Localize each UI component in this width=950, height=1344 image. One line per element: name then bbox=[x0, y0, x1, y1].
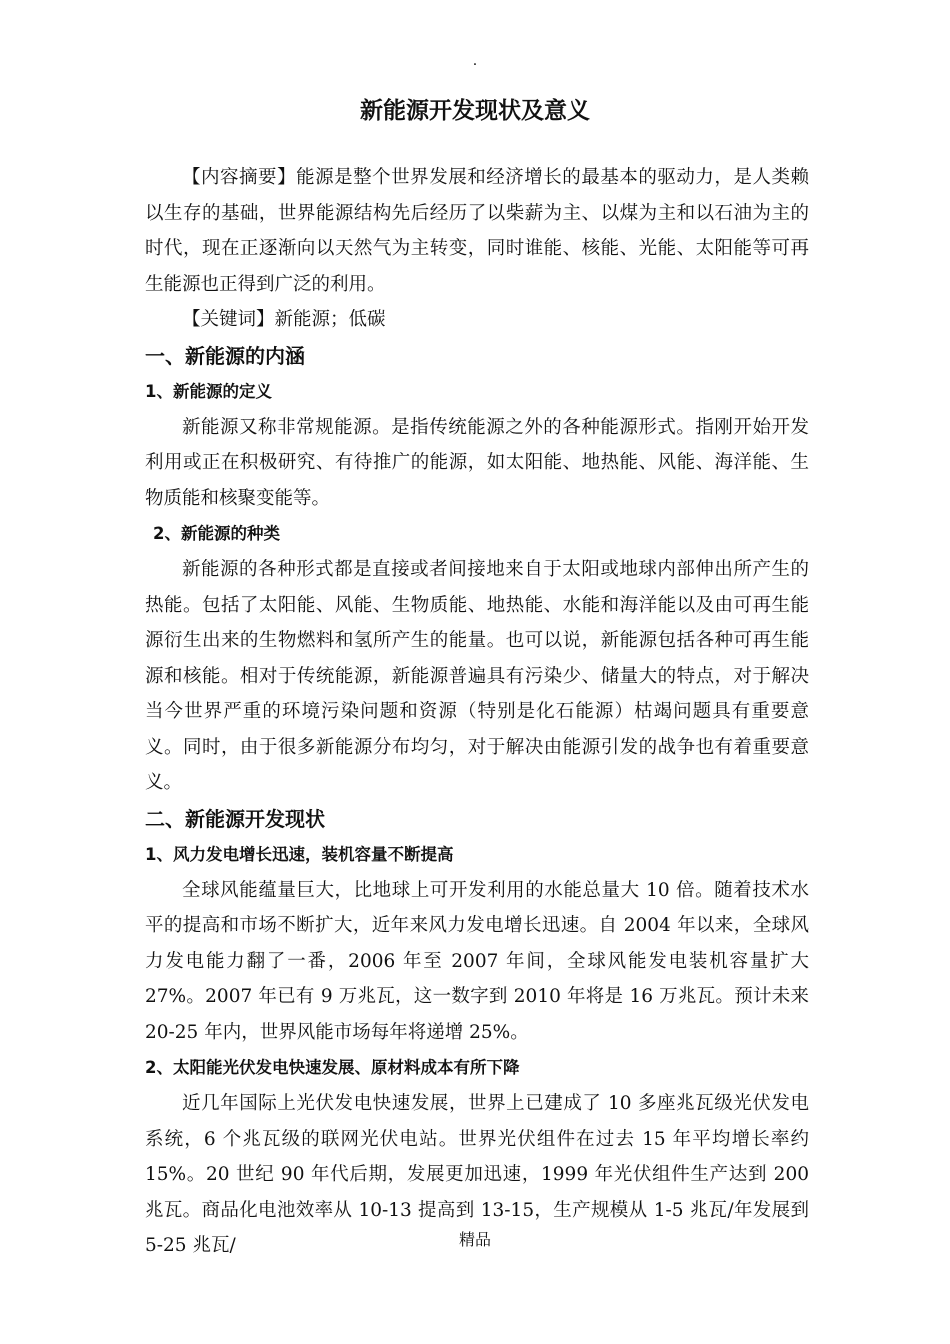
header-mark: . bbox=[472, 53, 478, 69]
wind-paragraph: 全球风能蕴量巨大，比地球上可开发利用的水能总量大 10 倍。随着技术水平的提高和市场不断扩大，近年来风力发电增长迅速。自 2004 年以来，全球风力发电能力翻了一番，2006 年至 2007 年间，全球风能发电装机容量扩大 27%。2007 年已有 9 万兆瓦，这一数字到 2010 年将是 16 万兆瓦。预计未来 20-25 年内，世界风能市场每年将递增 25%。 bbox=[145, 879, 809, 1043]
abstract-paragraph: 【内容摘要】能源是整个世界发展和经济增长的最基本的驱动力，是人类赖以生存的基础，世界能源结构先后经历了以柴薪为主、以煤为主和以石油为主的时代，现在正逐渐向以天然气为主转变，同时谁能、核能、光能、太阳能等可再生能源也正得到广泛的利用。 bbox=[145, 167, 809, 295]
subsection-heading-1-1: 1、新能源的定义 bbox=[145, 381, 272, 401]
keywords-paragraph: 【关键词】新能源；低碳 bbox=[182, 309, 386, 330]
section-heading-1: 一、新能源的内涵 bbox=[145, 343, 305, 368]
subsection-heading-2-2: 2、太阳能光伏发电快速发展、原材料成本有所下降 bbox=[145, 1058, 520, 1077]
definition-paragraph: 新能源又称非常规能源。是指传统能源之外的各种能源形式。指刚开始开发利用或正在积极研究、有待推广的能源，如太阳能、地热能、风能、海洋能、生物质能和核聚变能等。 bbox=[145, 416, 809, 509]
section-heading-2: 二、新能源开发现状 bbox=[145, 806, 325, 831]
types-paragraph: 新能源的各种形式都是直接或者间接地来自于太阳或地球内部伸出所产生的热能。包括了太阳能、风能、生物质能、地热能、水能和海洋能以及由可再生能源衍生出来的生物燃料和氢所产生的能量。也可以说，新能源包括各种可再生能源和核能。相对于传统能源，新能源普遍具有污染少、储量大的特点，对于解决当今世界严重的环境污染问题和资源（特别是化石能源）枯竭问题具有重要意义。同时，由于很多新能源分布均匀，对于解决由能源引发的战争也有着重要意义。 bbox=[145, 559, 809, 793]
subsection-heading-1-2: 2、新能源的种类 bbox=[153, 524, 280, 543]
subsection-heading-2-1: 1、风力发电增长迅速，装机容量不断提高 bbox=[145, 844, 454, 864]
document-body bbox=[145, 160, 809, 1264]
page-footer: 精品 bbox=[458, 1230, 491, 1249]
document-title: 新能源开发现状及意义 bbox=[360, 98, 590, 124]
solar-paragraph: 近几年国际上光伏发电快速发展，世界上已建成了 10 多座兆瓦级光伏发电系统，6 个兆瓦级的联网光伏电站。世界光伏组件在过去 15 年平均增长率约 15%。20 世纪 90 年代后期，发展更加迅速，1999 年光伏组件生产达到 200 兆瓦。商品化电池效率从 10-13 提高到 13-15，生产规模从 1-5 兆瓦/年发展到 5-25 兆瓦/ bbox=[145, 1093, 809, 1256]
